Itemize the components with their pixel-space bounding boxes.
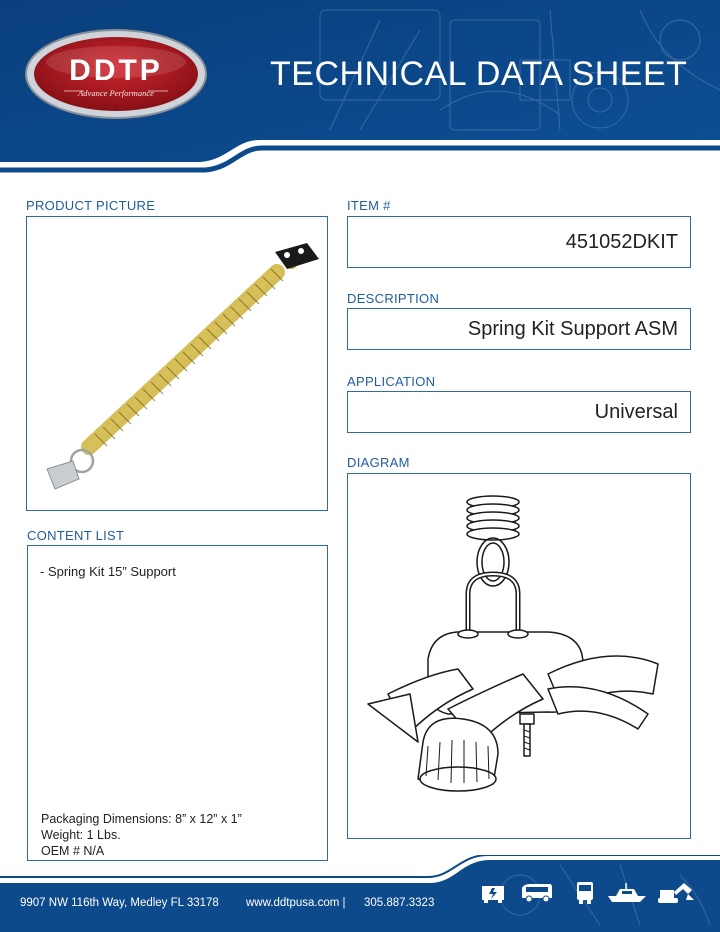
- footer-phone: 305.887.3323: [364, 897, 435, 909]
- boat-icon: [606, 880, 648, 906]
- page-title: TECHNICAL DATA SHEET: [270, 55, 688, 93]
- logo-tagline: Advance Performance: [78, 88, 154, 98]
- bus-icon: [520, 880, 554, 906]
- weight: Weight: 1 Lbs.: [41, 828, 121, 842]
- application-box: [347, 391, 691, 433]
- description-value: Spring Kit Support ASM: [467, 317, 678, 340]
- excavator-icon: [656, 880, 696, 906]
- footer-website[interactable]: www.ddtpusa.com |: [246, 897, 346, 909]
- description-label: DESCRIPTION: [347, 291, 440, 306]
- item-number-label: ITEM #: [347, 198, 391, 213]
- content-list-item: - Spring Kit 15” Support: [40, 564, 176, 579]
- description-box: [347, 308, 691, 350]
- oem-number: OEM # N/A: [41, 844, 105, 858]
- support-diagram: [348, 474, 690, 838]
- product-picture-label: PRODUCT PICTURE: [26, 198, 156, 213]
- footer-address: 9907 NW 116th Way, Medley FL 33178: [20, 897, 219, 909]
- spring-photo: [27, 217, 327, 510]
- diagram-box: [347, 473, 691, 839]
- diagram-label: DIAGRAM: [347, 455, 410, 470]
- ddtp-logo: [24, 28, 208, 120]
- item-number-box: [347, 216, 691, 268]
- packaging-dimensions: Packaging Dimensions: 8” x 12” x 1”: [41, 812, 242, 826]
- generator-icon: [480, 880, 506, 906]
- content-list-box: [27, 545, 328, 861]
- application-label: APPLICATION: [347, 374, 436, 389]
- application-value: Universal: [594, 400, 678, 423]
- product-picture-box: [26, 216, 328, 511]
- item-number-value: 451052DKIT: [565, 230, 678, 253]
- truck-icon: [574, 880, 596, 906]
- content-list-label: CONTENT LIST: [27, 528, 125, 543]
- logo-text: DDTP: [69, 54, 163, 87]
